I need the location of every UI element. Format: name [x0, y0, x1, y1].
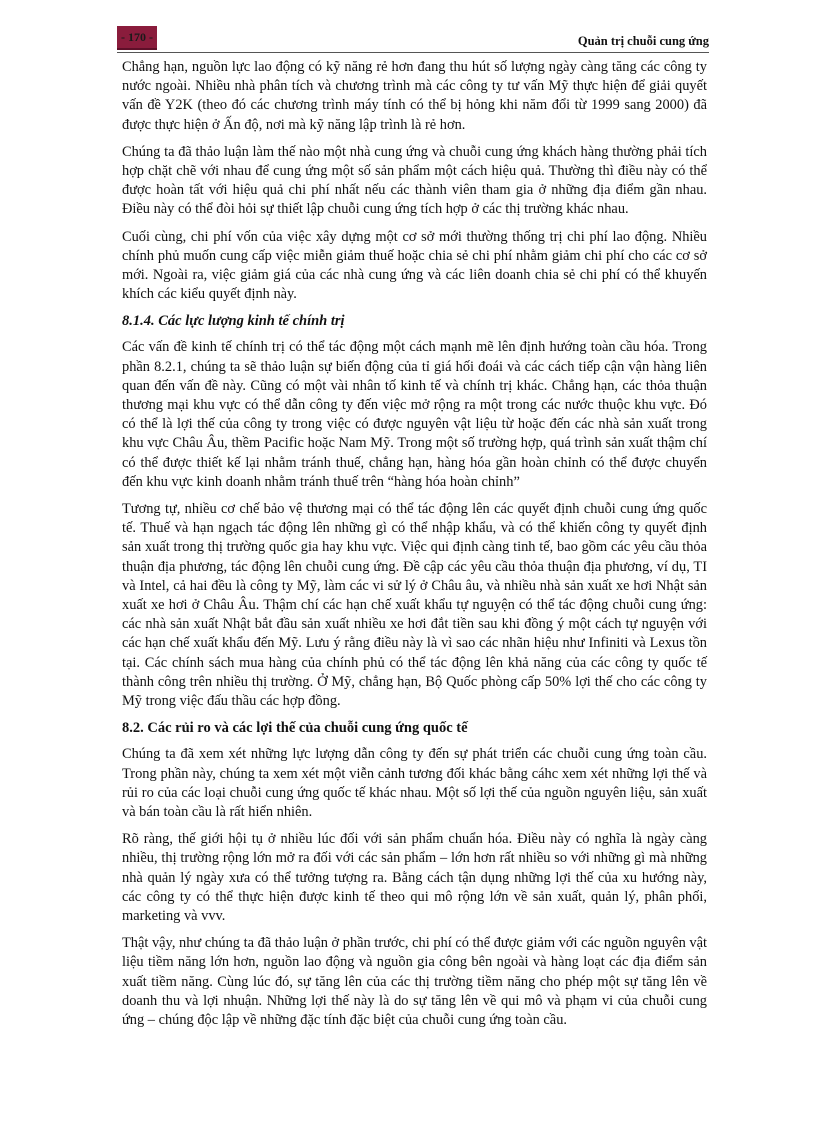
paragraph-8: Thật vậy, như chúng ta đã thảo luận ở phần trước, chi phí có thể được giảm với các nguồn nguyên vật liệu tiềm năng lớn hơn, nguồn lao động và nguồn gia công bên ngoài và hàng loạt các địa điểm sản xuất tiềm năng. Cùng lúc đó, sự tăng lên của các thị trường tiềm năng cho phép một sự tăng lên về doanh thu và lợi nhuận. Những lợi thế này là do sự tăng lên về qui mô và phạm vi của chuỗi cung ứng – chúng độc lập về những đặc tính đặc biệt của chuỗi cung ứng toàn cầu. — [122, 935, 707, 1028]
running-header-title: Quản trị chuỗi cung ứng — [577, 34, 709, 48]
section-heading-8-1-4: 8.1.4. Các lực lượng kinh tế chính trị — [122, 313, 345, 330]
paragraph-6: Chúng ta đã xem xét những lực lượng dẫn công ty đến sự phát triển các chuỗi cung ứng toàn cầu. Trong phần này, chúng ta xem xét một viễn cảnh tương đối khác bằng cáhc xem xét những lợi thế và rủi ro của các loại chuỗi cung ứng quốc tế khác nhau. Một số lợi thế của nguồn nguyên liệu, sản xuất và bán toàn cầu là rất hiển nhiên. — [122, 746, 707, 820]
page-body — [122, 58, 707, 1038]
section-heading-8-2: 8.2. Các rủi ro và các lợi thế của chuỗi cung ứng quốc tế — [122, 720, 468, 737]
paragraph-7: Rõ ràng, thế giới hội tụ ở nhiều lúc đối với sản phẩm chuẩn hóa. Điều này có nghĩa là ngày càng nhiều, thị trường rộng lớn mở ra đối với các sản phẩm – lớn hơn rất nhiều so với những gì mà những nhà quản lý ngày xưa có thể tưởng tượng ra. Bằng cách tận dụng những lợi thế của xu hướng này, các công ty có thể thực hiện được kinh tế theo qui mô rộng lớn về sản xuất, quản lý, phân phối, marketing và vvv. — [122, 831, 707, 924]
paragraph-3: Cuối cùng, chi phí vốn của việc xây dựng một cơ sở mới thường thống trị chi phí lao động. Nhiều chính phủ muốn cung cấp việc miễn giảm thuế hoặc chia sẻ chi phí nhằm giảm chi phí cho các cơ sở mới. Ngoài ra, việc giảm giá của các nhà cung ứng và các liên doanh chia sẻ chi phí có thể khuyến khích các kiểu quyết định này. — [122, 228, 707, 303]
paragraph-5: Tương tự, nhiều cơ chế bảo vệ thương mại có thể tác động lên các quyết định chuỗi cung ứng quốc tế. Thuế và hạn ngạch tác động lên những gì có thể nhập khẩu, và có thể khiến công ty quyết định sản xuất trong thị trường quốc gia hay khu vực. Việc qui định càng tinh tế, bao gồm các yêu cầu thỏa thuận địa phương, tác động lên chuỗi cung ứng. Đề cập các yêu cầu thỏa thuận địa phương, ví dụ, TI và Intel, cả hai đều là công ty Mỹ, làm các vi sử lý ở Châu âu, và nhiều nhà sản xuất xe hơi Nhật sản xuất xe hơi ở Châu Âu. Thậm chí các hạn chế xuất khẩu tự nguyện có thể tác động chuỗi cung ứng: các nhà sản xuất Nhật bắt đầu sản xuất nhiều xe hơi đắt tiền sau khi đồng ý một cách tự nguyện với các hạn chế xuất khẩu đến Mỹ. Lưu ý rằng điều này là vì sao các nhãn hiệu như Infiniti và Lexus tồn tại. Các chính sách mua hàng của chính phủ có thể tác động lên khả năng của các công ty quốc tế thành công trên nhiều thị trường. Ở Mỹ, chẳng hạn, Bộ Quốc phòng cấp 50% lợi thế cho các công ty Mỹ trong việc đấu thầu các hợp đồng. — [122, 501, 707, 710]
paragraph-2: Chúng ta đã thảo luận làm thế nào một nhà cung ứng và chuỗi cung ứng khách hàng thường phải tích hợp chặt chẽ với nhau để cung ứng một số sản phẩm một cách hiệu quả. Thường thì điều này có thể được hoàn tất với hiệu quả chi phí nhất nếu các thành viên tham gia ở những địa điểm gần nhau. Điều này có thể đòi hỏi sự thiết lập chuỗi cung ứng tích hợp ở các thị trường khác nhau. — [122, 143, 707, 218]
paragraph-1: Chẳng hạn, nguồn lực lao động có kỹ năng rẻ hơn đang thu hút số lượng ngày càng tăng các công ty nước ngoài. Nhiều nhà phân tích và chương trình mà các công ty tư vấn Mỹ thực hiện để giải quyết vấn đề Y2K (theo đó các chương trình máy tính có thể bị hỏng khi năm đổi từ 1999 sang 2000) đã được thực hiện ở Ấn độ, nơi mà kỹ năng lập trình là rẻ hơn. — [122, 59, 707, 133]
paragraph-4: Các vấn đề kinh tế chính trị có thể tác động một cách mạnh mẽ lên định hướng toàn cầu hóa. Trong phần 8.2.1, chúng ta sẽ thảo luận sự biến động của tỉ giá hối đoái và các cách tiếp cận vận hàng liên quan đến vấn đề này. Cũng có một vài nhân tố kinh tế và chính trị khác. Chẳng hạn, các thỏa thuận thương mại khu vực có thể dẫn công ty đến việc mở rộng ra một trong các nước thuộc khu vực. Đó có thể là lợi thế của công ty trong việc có được nguyên vật liệu từ hoặc đến các nhà sản xuất trong khu vực Châu Âu, thềm Pacific hoặc Nam Mỹ. Trong một số trường hợp, quá trình sản xuất thậm chí có thể được thiết kế lại nhằm tránh thuế, chẳng hạn, hàng hóa gần hoàn chỉnh có thể được chuyển đến khu vực kinh doanh nhằm tránh thuế trên “hàng hóa hoàn chỉnh” — [122, 339, 707, 490]
header-divider — [117, 52, 709, 53]
page-number: - 170 - — [117, 26, 157, 50]
